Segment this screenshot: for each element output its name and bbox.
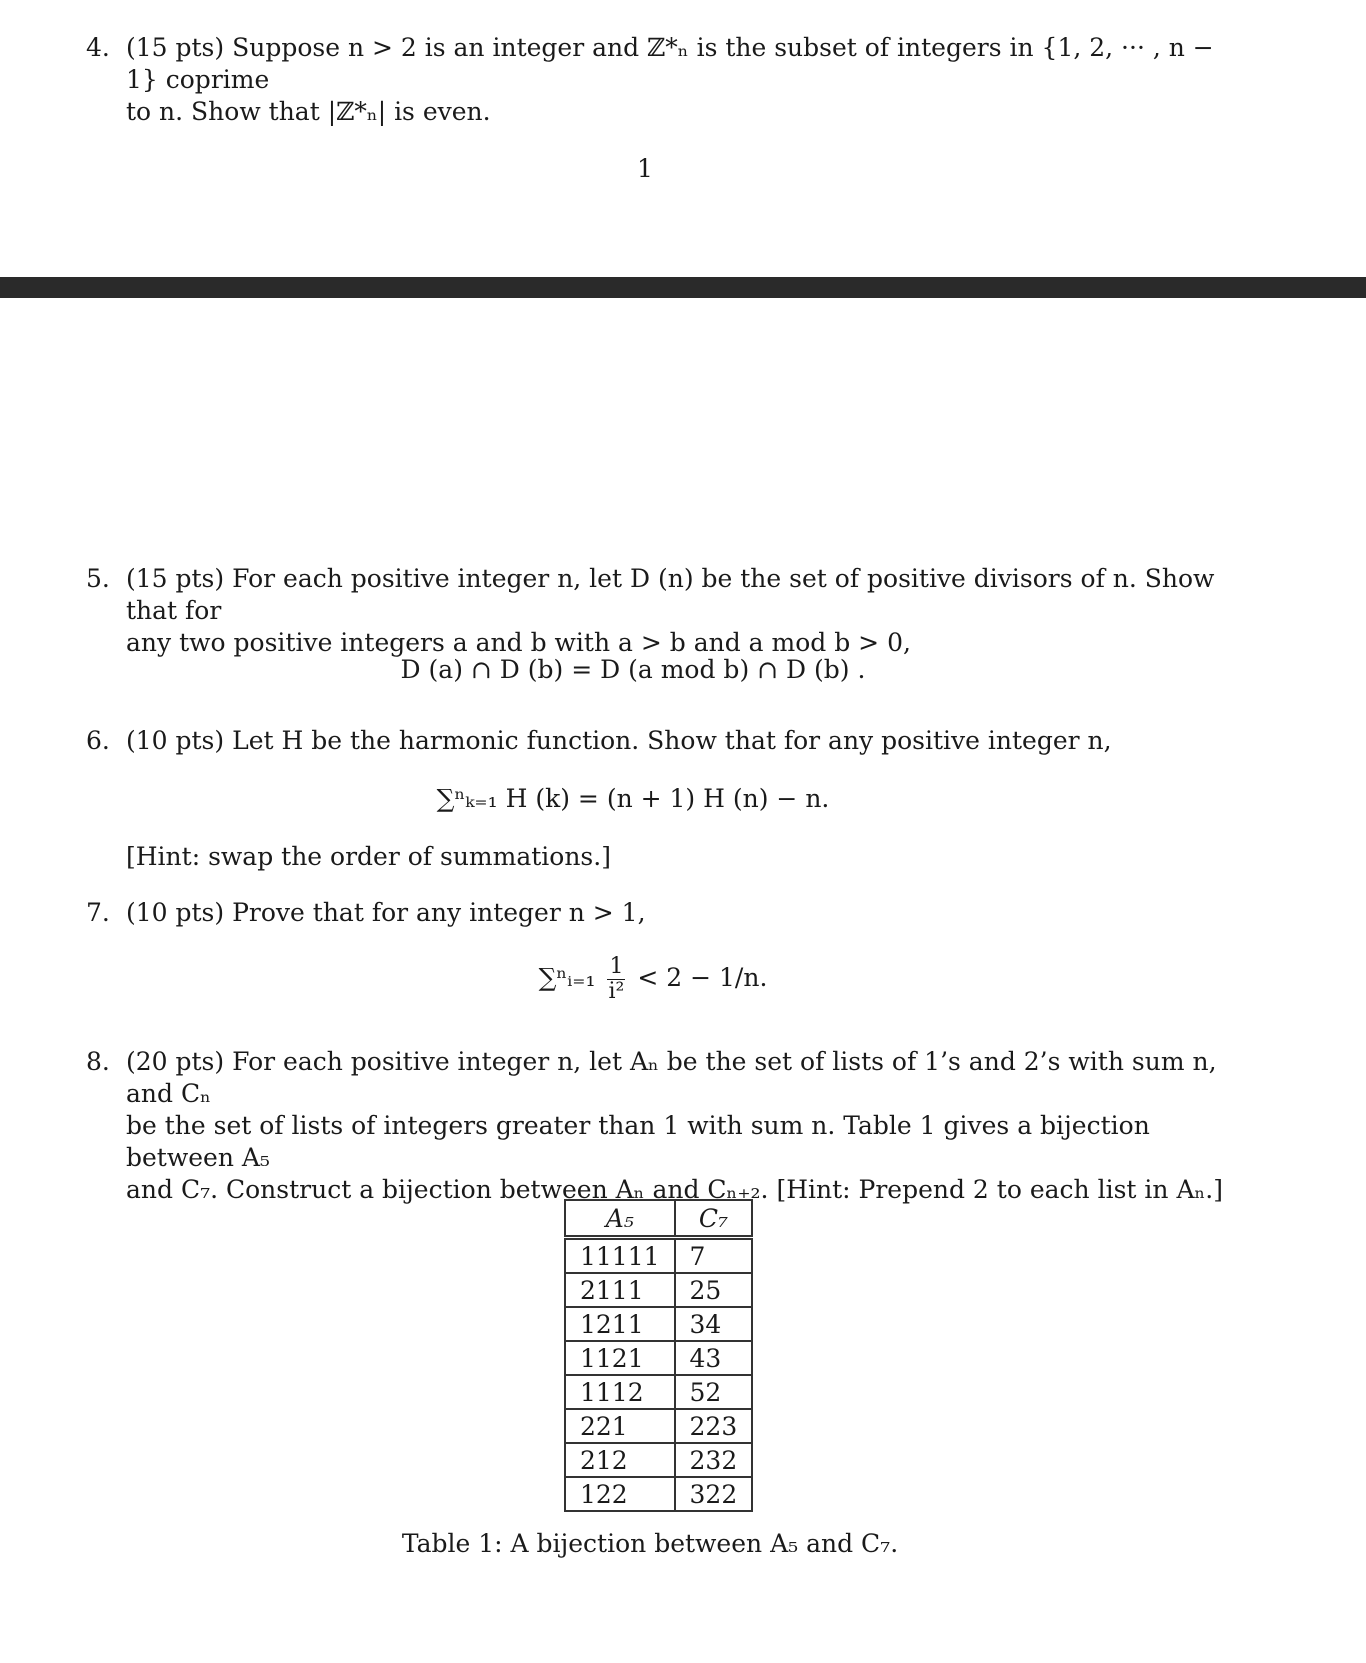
equation-6: ∑ⁿₖ₌₁ H (k) = (n + 1) H (n) − n. <box>436 784 830 813</box>
table-header-row <box>565 1200 752 1238</box>
table-row <box>565 1273 752 1307</box>
problem-text-line: any two positive integers a and b with a > b and a mod b > 0, <box>126 628 911 657</box>
problem-text-line: (10 pts) Let H be the harmonic function. Show that for any positive integer n, <box>126 726 1112 755</box>
table-header-a5: A₅ <box>565 1200 675 1238</box>
problem-6 <box>86 725 1236 757</box>
problem-text-line: (10 pts) Prove that for any integer n > 1, <box>126 898 646 927</box>
table-cell: 11111 <box>565 1238 675 1274</box>
problem-text-line: (20 pts) For each positive integer n, let Aₙ be the set of lists of 1’s and 2’s with sum n, and Cₙ <box>126 1047 1217 1108</box>
problem-text-line: and C₇. Construct a bijection between Aₙ and Cₙ₊₂. [Hint: Prepend 2 to each list in Aₙ.] <box>126 1175 1224 1204</box>
summation-symbol: ∑ⁿᵢ₌₁ <box>538 963 596 992</box>
table-cell: 52 <box>675 1375 753 1409</box>
table-cell: 43 <box>675 1341 753 1375</box>
table-cell: 1121 <box>565 1341 675 1375</box>
problem-text-line: (15 pts) For each positive integer n, let D (n) be the set of positive divisors of n. Show that for <box>126 564 1215 625</box>
table-row <box>565 1443 752 1477</box>
problem-number: 7. <box>86 898 110 927</box>
page-divider <box>0 277 1366 298</box>
fraction-numerator: 1 <box>609 954 624 979</box>
table-caption: Table 1: A bijection between A₅ and C₇. <box>401 1529 899 1558</box>
problem-8 <box>86 1046 1236 1206</box>
problem-number: 4. <box>86 33 110 62</box>
table-cell: 122 <box>565 1477 675 1511</box>
table-row <box>565 1307 752 1341</box>
problem-text-line: to n. Show that |ℤ*ₙ| is even. <box>126 97 491 126</box>
table-cell: 34 <box>675 1307 753 1341</box>
table-row <box>565 1341 752 1375</box>
table-row <box>565 1477 752 1511</box>
hint-6: [Hint: swap the order of summations.] <box>126 842 611 871</box>
table-header-c7: C₇ <box>675 1200 753 1238</box>
table-cell: 1211 <box>565 1307 675 1341</box>
table-cell: 2111 <box>565 1273 675 1307</box>
inequality-rest: < 2 − 1/n. <box>637 963 768 992</box>
table-cell: 223 <box>675 1409 753 1443</box>
table-row <box>565 1409 752 1443</box>
table-cell: 322 <box>675 1477 753 1511</box>
table-cell: 7 <box>675 1238 753 1274</box>
page-number: 1 <box>637 154 653 183</box>
table-cell: 232 <box>675 1443 753 1477</box>
problem-7 <box>86 897 1236 929</box>
table-cell: 221 <box>565 1409 675 1443</box>
problem-5 <box>86 563 1236 659</box>
problem-number: 8. <box>86 1047 110 1076</box>
table-cell: 1112 <box>565 1375 675 1409</box>
problem-4 <box>86 32 1236 128</box>
problem-text-line: be the set of lists of integers greater than 1 with sum n. Table 1 gives a bijection between A₅ <box>126 1111 1150 1172</box>
fraction <box>607 955 625 1004</box>
table-row <box>565 1238 752 1274</box>
problem-text-line: (15 pts) Suppose n > 2 is an integer and ℤ*ₙ is the subset of integers in {1, 2, ··· , n − 1} coprime <box>126 33 1214 94</box>
problem-number: 6. <box>86 726 110 755</box>
table-cell: 212 <box>565 1443 675 1477</box>
equation-5: D (a) ∩ D (b) = D (a mod b) ∩ D (b) . <box>400 655 866 684</box>
fraction-denominator: i² <box>608 979 625 1004</box>
bijection-table <box>564 1199 753 1512</box>
table-cell: 25 <box>675 1273 753 1307</box>
table-row <box>565 1375 752 1409</box>
problem-number: 5. <box>86 564 110 593</box>
equation-7 <box>0 955 1336 1004</box>
